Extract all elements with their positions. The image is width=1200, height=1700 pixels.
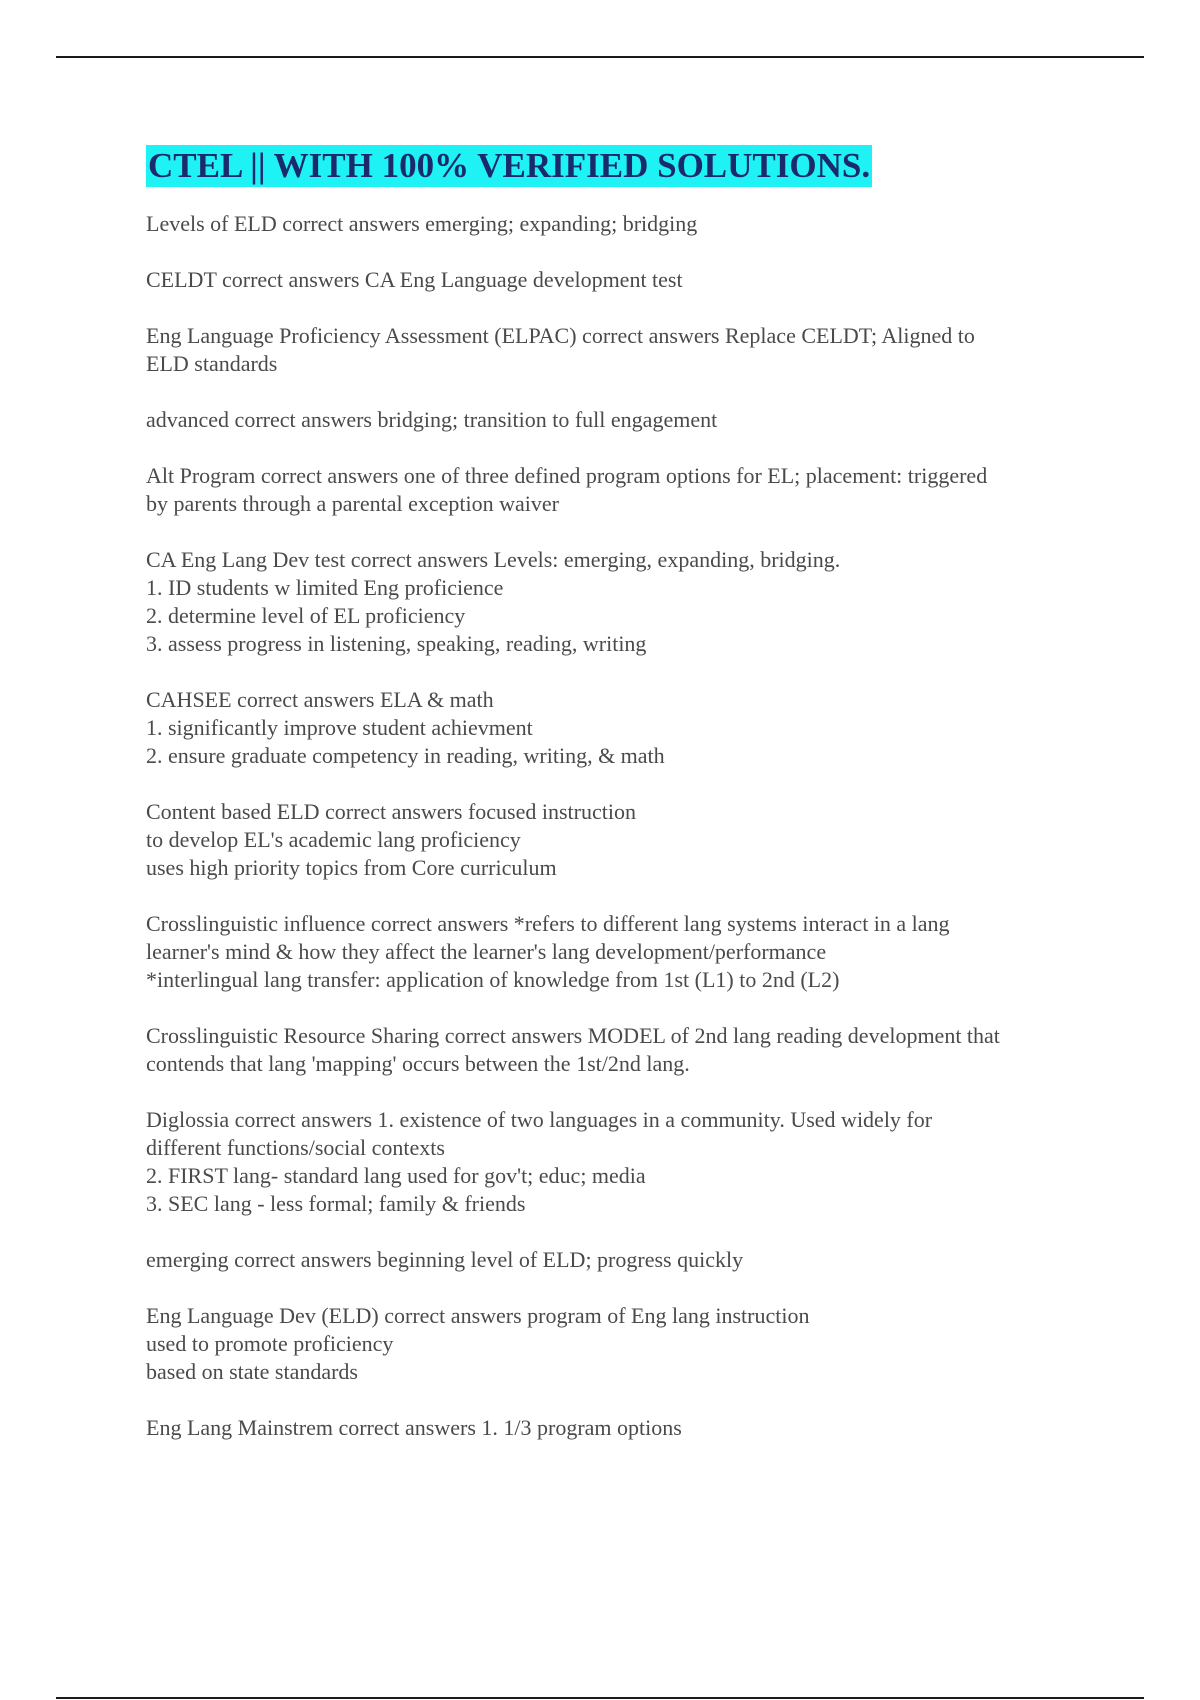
entry-answer-line: 2. ensure graduate competency in reading, writing, & math xyxy=(146,743,665,768)
entry-list xyxy=(146,210,1106,1442)
qa-entry xyxy=(146,406,1106,434)
qa-entry xyxy=(146,1302,1106,1386)
entry-term-line: Diglossia correct answers 1. existence of two languages in a community. Used widely for xyxy=(146,1107,933,1132)
qa-entry xyxy=(146,546,1106,658)
entry-term-line: Crosslinguistic Resource Sharing correct answers MODEL of 2nd lang reading development that xyxy=(146,1023,1000,1048)
entry-term-line: Crosslinguistic influence correct answers *refers to different lang systems interact in a lang xyxy=(146,911,950,936)
qa-entry xyxy=(146,1246,1106,1274)
entry-answer-line: 3. assess progress in listening, speaking, reading, writing xyxy=(146,631,647,656)
entry-answer-line: uses high priority topics from Core curriculum xyxy=(146,855,557,880)
bottom-rule xyxy=(56,1697,1144,1699)
entry-term-line: Alt Program correct answers one of three defined program options for EL; placement: triggered xyxy=(146,463,988,488)
entry-term-line: Eng Lang Mainstrem correct answers 1. 1/3 program options xyxy=(146,1415,682,1440)
entry-term-line: Eng Language Proficiency Assessment (ELPAC) correct answers Replace CELDT; Aligned to xyxy=(146,323,975,348)
entry-answer-line: contends that lang 'mapping' occurs between the 1st/2nd lang. xyxy=(146,1051,690,1076)
qa-entry xyxy=(146,798,1106,882)
entry-term-line: Content based ELD correct answers focused instruction xyxy=(146,799,636,824)
qa-entry xyxy=(146,686,1106,770)
entry-term-line: CELDT correct answers CA Eng Language development test xyxy=(146,267,683,292)
entry-answer-line: to develop EL's academic lang proficiency xyxy=(146,827,521,852)
entry-answer-line: 2. determine level of EL proficiency xyxy=(146,603,466,628)
qa-entry xyxy=(146,266,1106,294)
entry-term-line: Eng Language Dev (ELD) correct answers program of Eng lang instruction xyxy=(146,1303,810,1328)
entry-term-line: emerging correct answers beginning level of ELD; progress quickly xyxy=(146,1247,744,1272)
qa-entry xyxy=(146,210,1106,238)
qa-entry xyxy=(146,1022,1106,1078)
entry-answer-line: *interlingual lang transfer: application of knowledge from 1st (L1) to 2nd (L2) xyxy=(146,967,840,992)
entry-answer-line: different functions/social contexts xyxy=(146,1135,445,1160)
qa-entry xyxy=(146,1106,1106,1218)
document-body xyxy=(146,145,1106,1470)
entry-term-line: CA Eng Lang Dev test correct answers Levels: emerging, expanding, bridging. xyxy=(146,547,841,572)
entry-term-line: Levels of ELD correct answers emerging; expanding; bridging xyxy=(146,211,698,236)
entry-answer-line: learner's mind & how they affect the learner's lang development/performance xyxy=(146,939,827,964)
document-title: CTEL || WITH 100% VERIFIED SOLUTIONS. xyxy=(148,146,871,185)
entry-answer-line: 2. FIRST lang- standard lang used for gov't; educ; media xyxy=(146,1163,646,1188)
qa-entry xyxy=(146,322,1106,378)
entry-answer-line: used to promote proficiency xyxy=(146,1331,394,1356)
entry-answer-line: by parents through a parental exception waiver xyxy=(146,491,559,516)
qa-entry xyxy=(146,910,1106,994)
qa-entry xyxy=(146,1414,1106,1442)
entry-answer-line: based on state standards xyxy=(146,1359,358,1384)
entry-term-line: CAHSEE correct answers ELA & math xyxy=(146,687,494,712)
qa-entry xyxy=(146,462,1106,518)
entry-answer-line: 3. SEC lang - less formal; family & friends xyxy=(146,1191,526,1216)
entry-answer-line: 1. significantly improve student achievment xyxy=(146,715,533,740)
entry-answer-line: ELD standards xyxy=(146,351,278,376)
entry-term-line: advanced correct answers bridging; transition to full engagement xyxy=(146,407,718,432)
entry-answer-line: 1. ID students w limited Eng proficience xyxy=(146,575,504,600)
top-rule xyxy=(56,56,1144,58)
